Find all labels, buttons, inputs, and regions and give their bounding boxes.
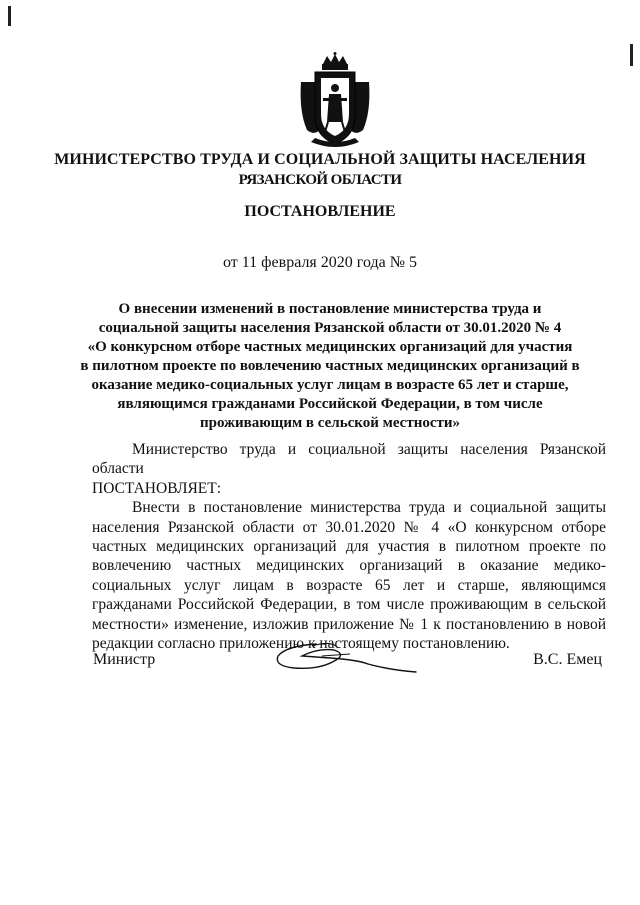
signatory-name: В.С. Емец — [533, 651, 602, 668]
scan-edge-mark — [630, 44, 633, 66]
ministry-name: МИНИСТЕРСТВО ТРУДА И СОЦИАЛЬНОЙ ЗАЩИТЫ НАСЕЛЕНИЯ — [54, 151, 586, 168]
ministry-header — [0, 150, 640, 190]
handwritten-signature — [272, 634, 418, 680]
signatory-role: Министр — [93, 651, 156, 668]
coat-of-arms-emblem — [293, 52, 377, 152]
preamble-text: Министерство труда и социальной защиты населения Рязанской области — [92, 441, 606, 478]
subject-line: являющимся гражданами Российской Федерации, в том числе — [117, 396, 543, 412]
subject-line: О внесении изменений в постановление министерства труда и — [118, 301, 542, 317]
subject-line: оказание медико-социальных услуг лицам в возрасте 65 лет и старше, — [91, 377, 569, 393]
subject-line: «О конкурсном отборе частных медицинских организаций для участия — [87, 339, 573, 355]
scan-edge-mark — [8, 6, 11, 26]
subject-line: проживающим в сельской местности» — [199, 415, 461, 431]
document-subject — [80, 300, 580, 433]
resolution-paragraph: Внести в постановление министерства труда и социальной защиты населения Рязанской области от 30.01.2020 № 4 «О конкурсном отборе частных медицинских организаций для участия в пилотном проекте по вовлечению частных медицинских организаций в оказание медико-социальных услуг лицам в возрасте 65 лет и старше, являющимся гражданами Российской Федерации, в том числе проживающим в сельской местности» изменение, изложив приложение № 1 к постановлению в новой редакции согласно приложению к настоящему постановлению. — [92, 499, 606, 653]
resolves-keyword: ПОСТАНОВЛЯЕТ: — [92, 479, 222, 497]
subject-line: социальной защиты населения Рязанской области от 30.01.2020 № 4 — [98, 320, 562, 336]
document-type: ПОСТАНОВЛЕНИЕ — [244, 203, 396, 220]
document-body — [92, 440, 606, 653]
subject-line: в пилотном проекте по вовлечению частных медицинских организаций в — [80, 358, 580, 374]
document-date: от 11 февраля 2020 года № 5 — [222, 254, 417, 271]
ministry-region: РЯЗАНСКОЙ ОБЛАСТИ — [238, 172, 402, 188]
